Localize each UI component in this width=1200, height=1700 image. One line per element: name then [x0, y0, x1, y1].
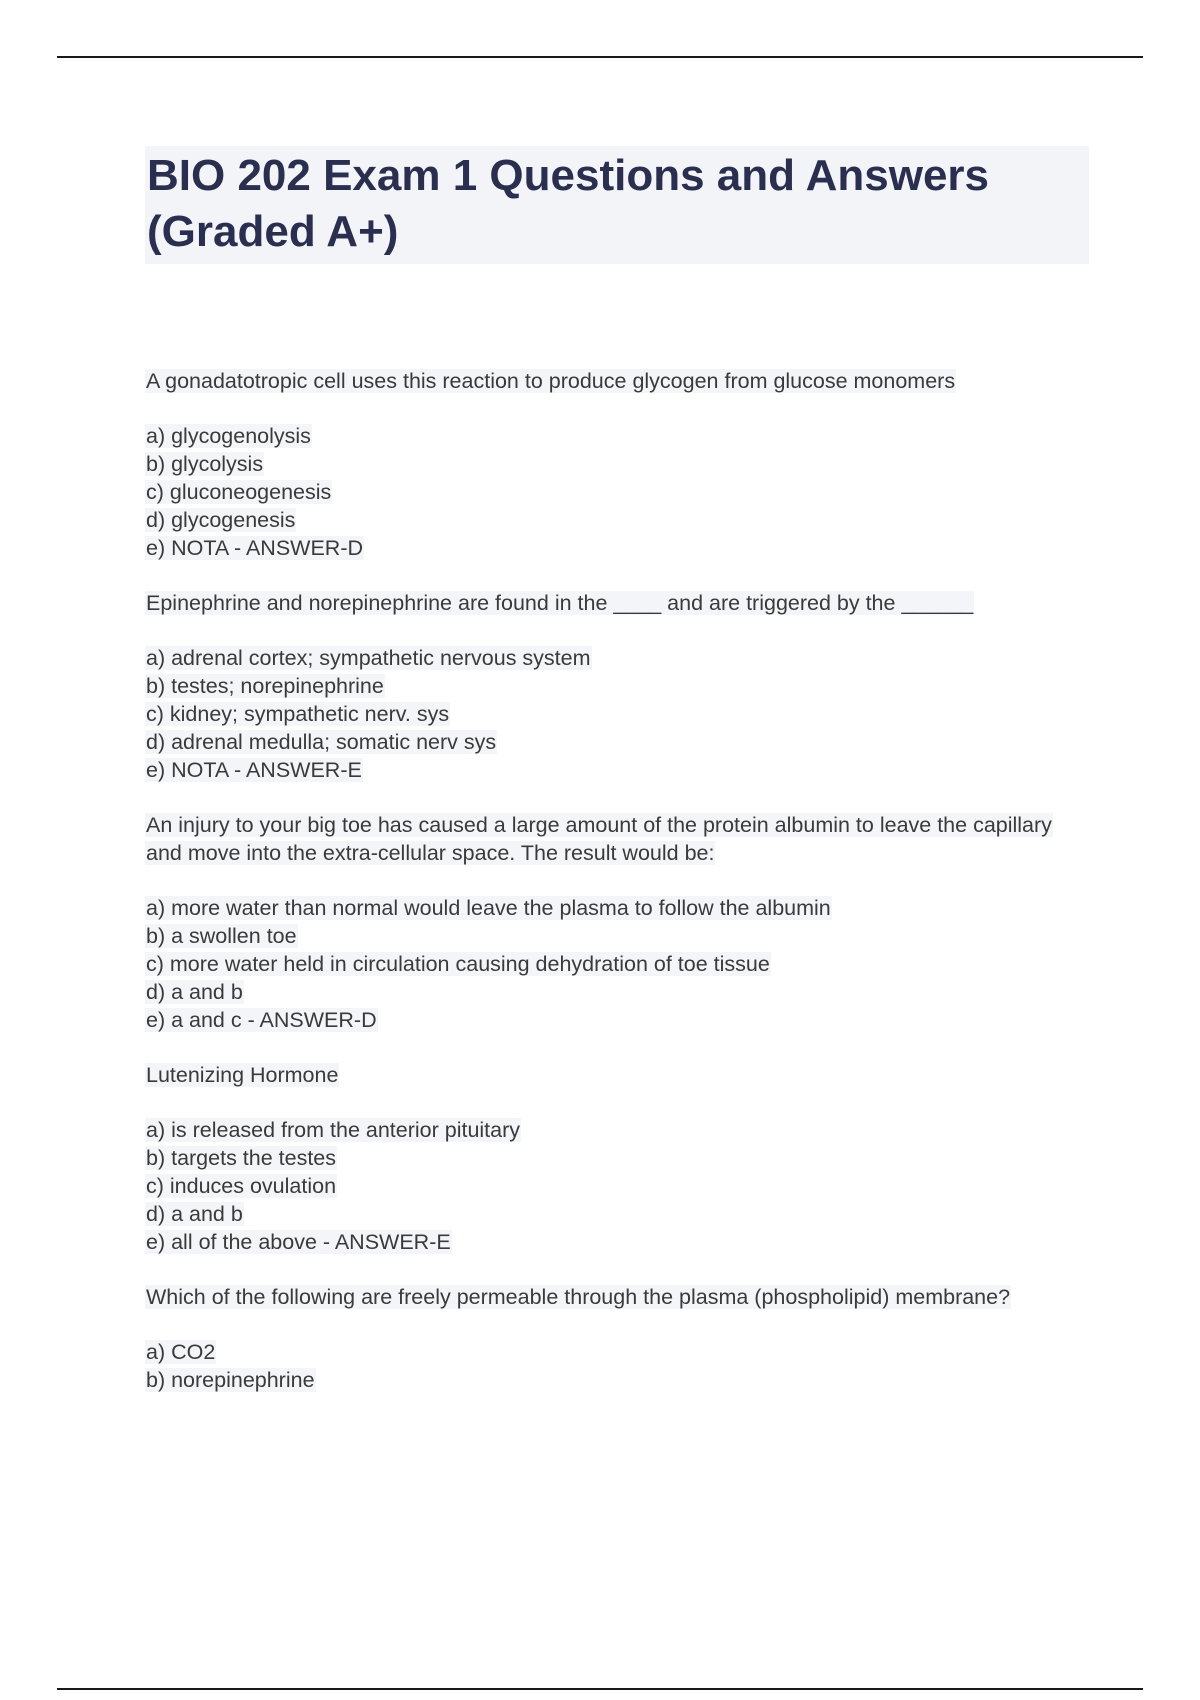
document-title: BIO 202 Exam 1 Questions and Answers (Graded A+) — [145, 146, 1089, 264]
answer-option: d) a and b — [146, 980, 243, 1004]
answer-option: a) adrenal cortex; sympathetic nervous system — [146, 646, 591, 670]
questions-list — [145, 367, 1075, 1394]
answer-option: c) kidney; sympathetic nerv. sys — [146, 702, 450, 726]
question-5 — [145, 1283, 1075, 1394]
answer-option: c) gluconeogenesis — [146, 480, 332, 504]
question-text: A gonadatotropic cell uses this reaction to produce glycogen from glucose monomers — [146, 369, 956, 393]
answer-option: d) a and b — [146, 1202, 243, 1226]
answer-options — [145, 894, 1075, 1034]
question-text: Which of the following are freely permeable through the plasma (phospholipid) membrane? — [146, 1285, 1011, 1309]
question-text: An injury to your big toe has caused a large amount of the protein albumin to leave the capillary and move into the extra-cellular space. The result would be: — [146, 813, 1052, 865]
answer-option: e) a and c - ANSWER-D — [146, 1008, 377, 1032]
answer-options — [145, 1116, 1075, 1256]
answer-option: a) is released from the anterior pituitary — [146, 1118, 521, 1142]
answer-option: c) induces ovulation — [146, 1174, 337, 1198]
answer-option: b) glycolysis — [146, 452, 264, 476]
answer-option: e) NOTA - ANSWER-E — [146, 758, 362, 782]
answer-option: a) glycogenolysis — [146, 424, 311, 448]
answer-option: b) targets the testes — [146, 1146, 337, 1170]
question-1 — [145, 367, 1075, 562]
question-4 — [145, 1061, 1075, 1256]
question-2 — [145, 589, 1075, 784]
answer-option: b) testes; norepinephrine — [146, 674, 384, 698]
answer-options — [145, 1338, 1075, 1394]
answer-option: d) glycogenesis — [146, 508, 296, 532]
question-text: Epinephrine and norepinephrine are found in the ____ and are triggered by the ______ — [146, 591, 974, 615]
top-rule — [57, 56, 1143, 58]
answer-option: e) NOTA - ANSWER-D — [146, 536, 364, 560]
bottom-rule — [57, 1688, 1143, 1690]
question-text: Lutenizing Hormone — [146, 1063, 339, 1087]
answer-options — [145, 422, 1075, 562]
question-3 — [145, 811, 1075, 1034]
answer-option: a) more water than normal would leave the plasma to follow the albumin — [146, 896, 831, 920]
answer-option: a) CO2 — [146, 1340, 216, 1364]
answer-option: b) norepinephrine — [146, 1368, 315, 1392]
answer-option: e) all of the above - ANSWER-E — [146, 1230, 451, 1254]
answer-options — [145, 644, 1075, 784]
answer-option: d) adrenal medulla; somatic nerv sys — [146, 730, 497, 754]
answer-option: b) a swollen toe — [146, 924, 297, 948]
answer-option: c) more water held in circulation causing dehydration of toe tissue — [146, 952, 770, 976]
